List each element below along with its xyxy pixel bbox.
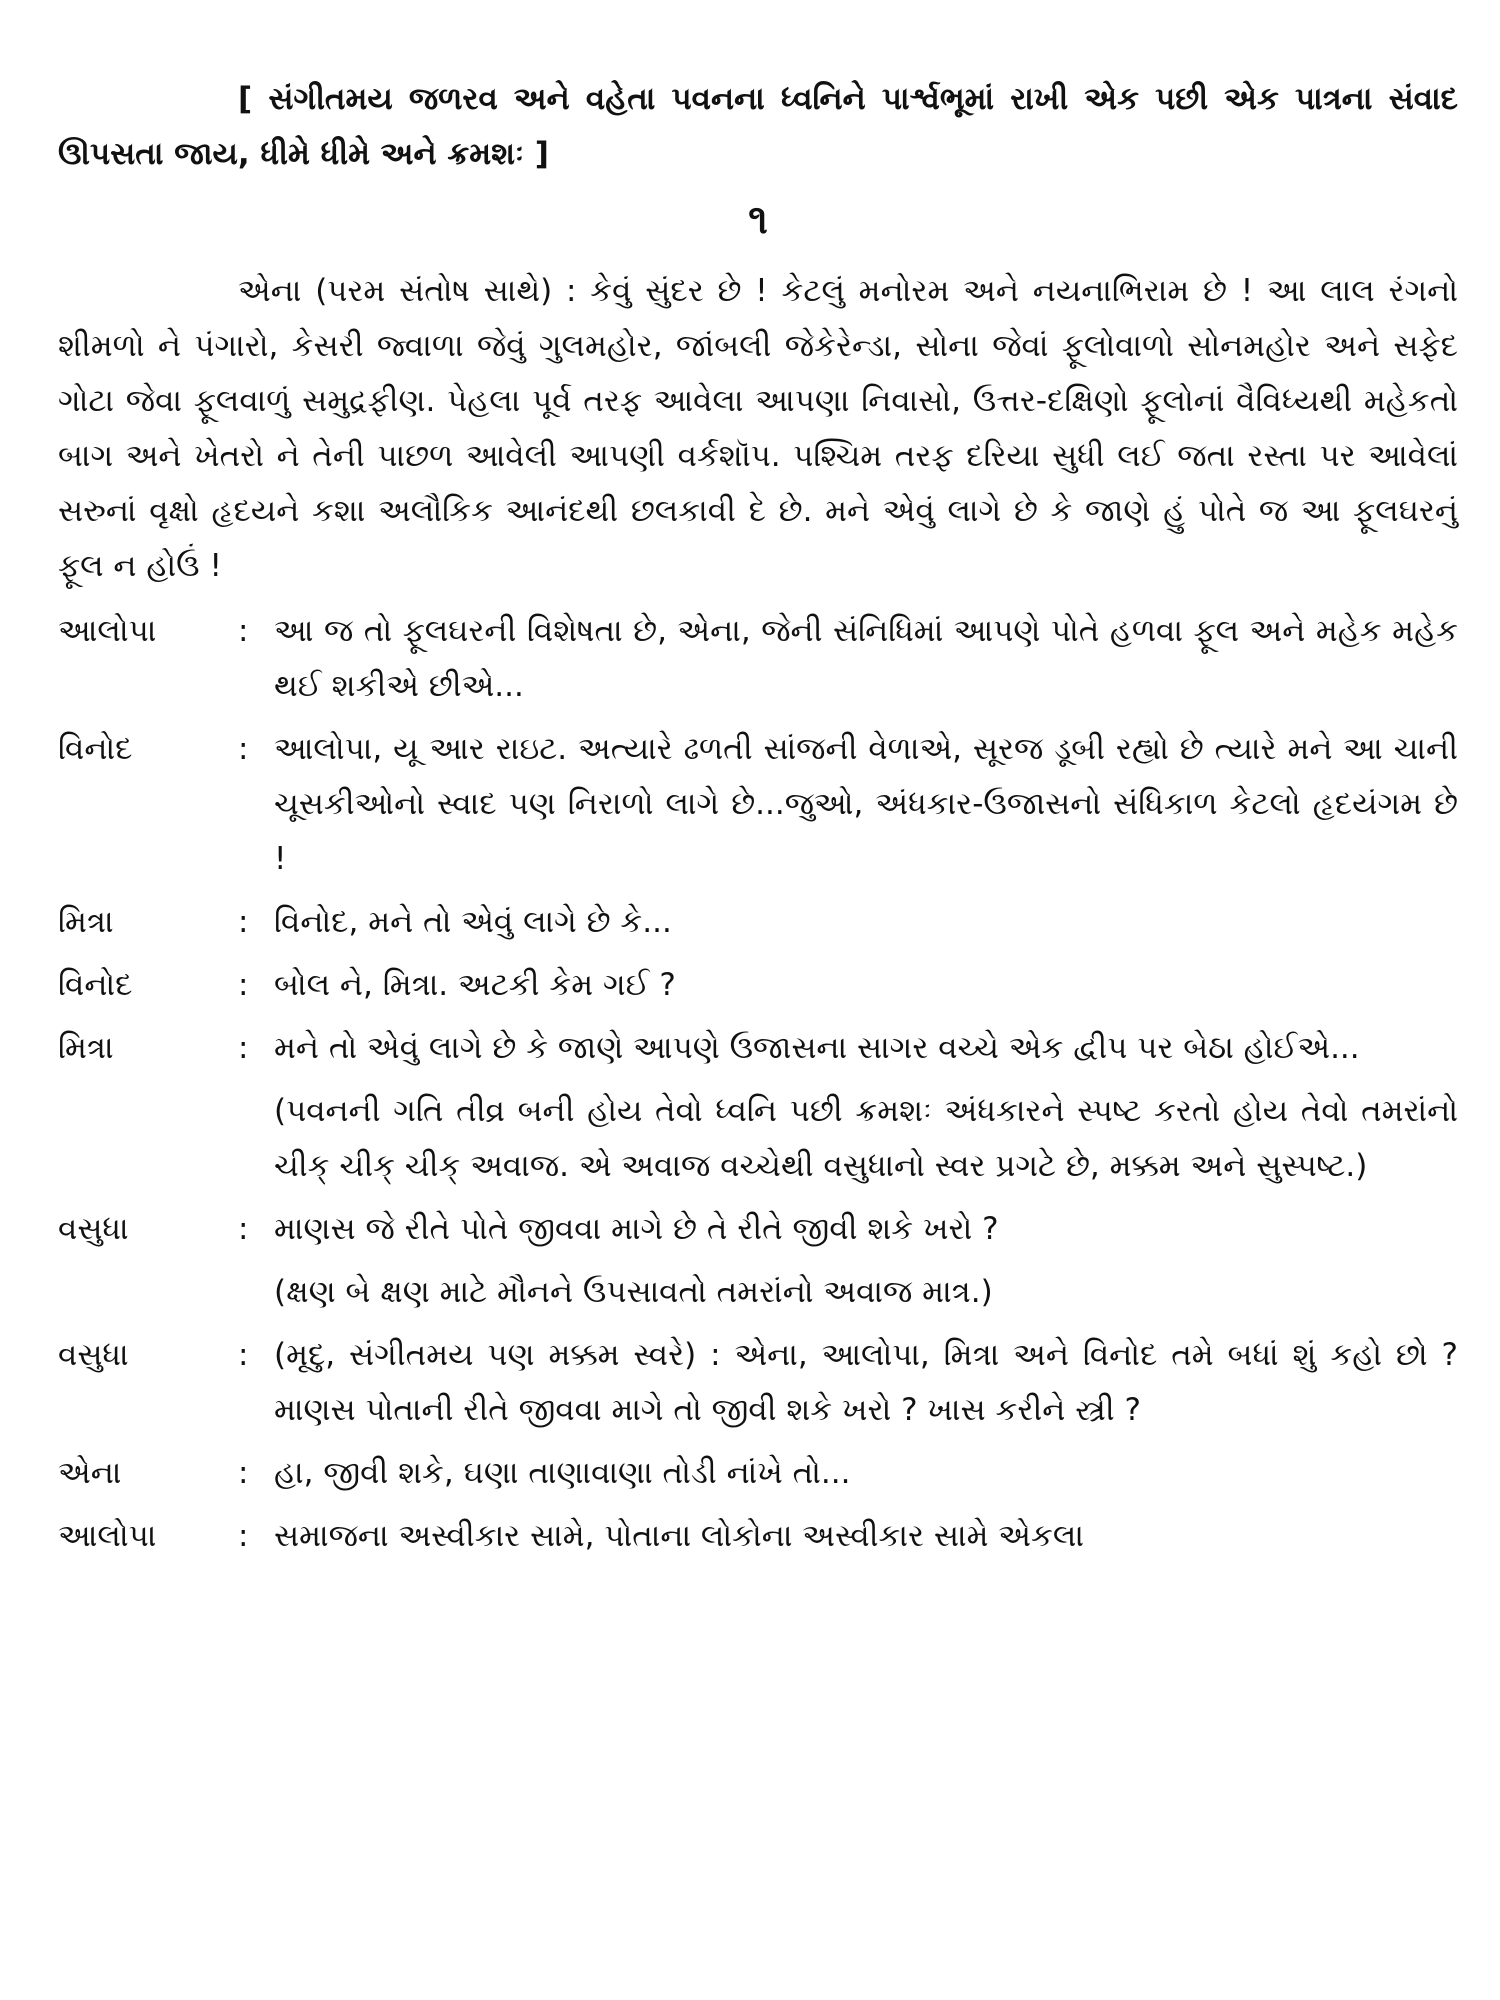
- speaker-name: વિનોદ: [58, 731, 133, 767]
- opening-speech: એના (પરમ સંતોષ સાથે) : કેવું સુંદર છે ! કેટલું મનોરમ અને નયનાભિરામ છે ! આ લાલ રંગનો શીમળો ને પંગારો, કેસરી જ્વાળા જેવું ગુલમહોર, જાંબલી જેકેરેન્ડા, સોના જેવાં ફૂલોવાળો સોનમહોર અને સફેદ ગોટા જેવા ફૂલવાળું સમુદ્રફીણ. પેહલા પૂર્વ તરફ આવેલા આપણા નિવાસો, ઉત્તર-દક્ષિણો ફૂલોનાં વૈવિધ્યથી મહેકતો બાગ અને ખેતરો ને તેની પાછળ આવેલી આપણી વર્કશૉપ. પશ્ચિમ તરફ દરિયા સુધી લઈ જતા રસ્તા પર આવેલાં સરુનાં વૃક્ષો હૃદયને કશા અલૌકિક આનંદથી છલકાવી દે છે. મને એવું લાગે છે કે જાણે હું પોતે જ આ ફૂલઘરનું ફૂલ ન હોઉં !: [58, 273, 1458, 584]
- speaker-name: આલોપા: [58, 613, 157, 649]
- speaker-name: વસુધા: [58, 1337, 129, 1373]
- speaker-colon: :: [238, 1518, 249, 1554]
- speaker-name: મિત્રા: [58, 1030, 114, 1066]
- speech-text: વિનોદ, મને તો એવું લાગે છે કે...: [274, 904, 672, 940]
- scene-number: ૧: [748, 197, 768, 243]
- dialogue-line: [58, 1446, 1458, 1501]
- speaker-colon: :: [238, 967, 249, 1003]
- speech-text: આલોપા, યૂ આર રાઇટ. અત્યારે ઢળતી સાંજની વેળાએ, સૂરજ ડૂબી રહ્યો છે ત્યારે મને આ ચાની ચૂસકીઓનો સ્વાદ પણ નિરાળો લાગે છે...જુઓ, અંધકાર-ઉજાસનો સંધિકાળ કેટલો હૃદયંગમ છે !: [274, 731, 1458, 877]
- stage-direction: (ક્ષણ બે ક્ષણ માટે મૌનને ઉપસાવતો તમરાંનો અવાજ માત્ર.): [274, 1274, 993, 1310]
- speech-text: (મૃદુ, સંગીતમય પણ મક્કમ સ્વરે) : એના, આલોપા, મિત્રા અને વિનોદ તમે બધાં શું કહો છો ? માણસ પોતાની રીતે જીવવા માગે તો જીવી શકે ખરો ? ખાસ કરીને સ્ત્રી ?: [274, 1337, 1458, 1428]
- speech-text: બોલ ને, મિત્રા. અટકી કેમ ગઈ ?: [274, 967, 676, 1003]
- speech-text: માણસ જે રીતે પોતે જીવવા માગે છે તે રીતે જીવી શકે ખરો ?: [274, 1211, 999, 1247]
- dialogue-line: [58, 1021, 1458, 1076]
- dialogue-line: [58, 1509, 1458, 1564]
- speaker-name: મિત્રા: [58, 904, 114, 940]
- speaker-colon: :: [238, 1455, 249, 1491]
- dialogue-line: [58, 1202, 1458, 1257]
- speech-text: સમાજના અસ્વીકાર સામે, પોતાના લોકોના અસ્વીકાર સામે એકલા: [274, 1518, 1084, 1554]
- speaker-colon: :: [238, 904, 249, 940]
- dialogue-line: [58, 895, 1458, 950]
- speaker-colon: :: [238, 1211, 249, 1247]
- document-page: [58, 72, 1458, 1572]
- speaker-name: વસુધા: [58, 1211, 129, 1247]
- stage-direction: (પવનની ગતિ તીવ્ર બની હોય તેવો ધ્વનિ પછી ક્રમશઃ અંધકારને સ્પષ્ટ કરતો હોય તેવો તમરાંનો ચીક્ ચીક્ ચીક્ અવાજ. એ અવાજ વચ્ચેથી વસુધાનો સ્વર પ્રગટે છે, મક્કમ અને સુસ્પષ્ટ.): [274, 1093, 1458, 1184]
- dialogue-line: [58, 722, 1458, 887]
- dialogue-line: [58, 604, 1458, 714]
- dialogue-line: [58, 1328, 1458, 1438]
- speaker-colon: :: [238, 1337, 249, 1373]
- speech-text: મને તો એવું લાગે છે કે જાણે આપણે ઉજાસના સાગર વચ્ચે એક દ્વીપ પર બેઠા હોઈએ...: [274, 1030, 1360, 1066]
- speaker-colon: :: [238, 1030, 249, 1066]
- speaker-name: આલોપા: [58, 1518, 157, 1554]
- speaker-colon: :: [238, 613, 249, 649]
- speaker-colon: :: [238, 731, 249, 767]
- dialogue-line: [58, 958, 1458, 1013]
- speaker-name: વિનોદ: [58, 967, 133, 1003]
- opening-stage-direction: [ સંગીતમય જળરવ અને વહેતા પવનના ધ્વનિને પાર્શ્વભૂમાં રાખી એક પછી એક પાત્રના સંવાદ ઊપસતા જાય, ધીમે ધીમે અને ક્રમશઃ ]: [58, 81, 1458, 172]
- speech-text: હા, જીવી શકે, ઘણા તાણાવાણા તોડી નાંખે તો...: [274, 1455, 851, 1491]
- speech-text: આ જ તો ફૂલઘરની વિશેષતા છે, એના, જેની સંનિધિમાં આપણે પોતે હળવા ફૂલ અને મહેક મહેક થઈ શકીએ છીએ...: [274, 613, 1458, 704]
- speaker-name: એના: [58, 1455, 122, 1491]
